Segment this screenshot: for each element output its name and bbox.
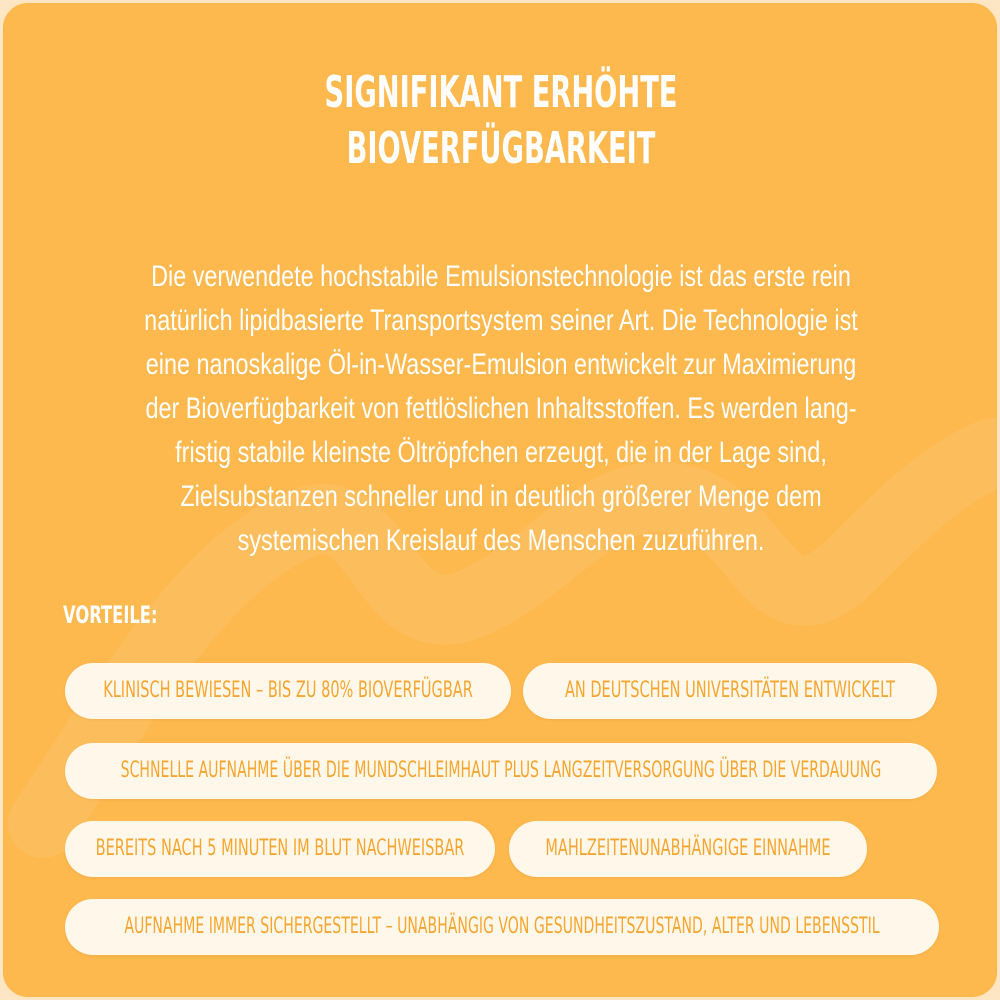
advantage-badge-label: AUFNAHME IMMER SICHERGESTELLT – UNABHÄNGIG VON GESUNDHEITSZUSTAND, ALTER UND LEBENSSTIL — [124, 914, 880, 939]
advantage-badge-label: SCHNELLE AUFNAHME ÜBER DIE MUNDSCHLEIMHAUT PLUS LANGZEITVERSORGUNG ÜBER DIE VERDAUUNG — [120, 758, 882, 783]
description-line: eine nanoskalige Öl-in-Wasser-Emulsion entwickelt zur Maximierung — [145, 348, 857, 381]
advantage-badge — [523, 663, 937, 719]
description-line: natürlich lipidbasierte Transportsystem seiner Art. Die Technologie ist — [144, 304, 858, 337]
title-line: SIGNIFIKANT ERHÖHTE — [324, 67, 678, 118]
description-line: systemischen Kreislauf des Menschen zuzuführen. — [237, 524, 765, 557]
description-line: fristig stabile kleinste Öltröpfchen erzeugt, die in der Lage sind, — [175, 436, 827, 469]
advantage-badge-label: BEREITS NACH 5 MINUTEN IM BLUT NACHWEISBAR — [95, 836, 465, 861]
description-line: der Bioverfügbarkeit von fettlöslichen Inhaltsstoffen. Es werden lang- — [145, 392, 857, 425]
advantages-label: VORTEILE: — [63, 601, 158, 629]
advantage-badge-label: KLINISCH BEWIESEN – BIS ZU 80% BIOVERFÜGBAR — [103, 678, 473, 703]
advantage-badge-label: MAHLZEITENUNABHÄNGIGE EINNAHME — [545, 836, 831, 861]
advantage-badge — [65, 899, 939, 955]
advantage-badge — [65, 743, 937, 799]
title-line: BIOVERFÜGBARKEIT — [346, 123, 656, 174]
advantage-badge — [509, 821, 867, 877]
description-line: Die verwendete hochstabile Emulsionstechnologie ist das erste rein — [151, 260, 851, 293]
advantage-badge-label: AN DEUTSCHEN UNIVERSITÄTEN ENTWICKELT — [564, 678, 896, 703]
description-line: Zielsubstanzen schneller und in deutlich größerer Menge dem — [180, 480, 822, 513]
advantage-badge — [65, 821, 495, 877]
advantage-badge — [65, 663, 511, 719]
info-card — [2, 2, 998, 998]
description-paragraph — [113, 255, 890, 563]
page-title — [192, 65, 810, 177]
